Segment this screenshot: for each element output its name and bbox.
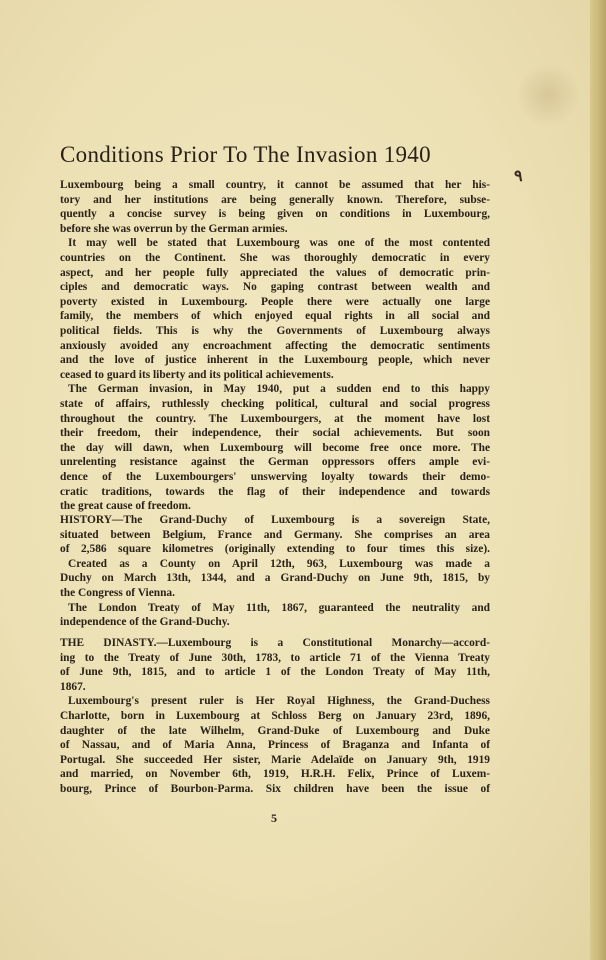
text-line: and married, on November 6th, 1919, H.R.H. Felix, Prince of Luxem- [60, 768, 490, 781]
text-line: of Nassau, and of Maria Anna, Princess of Braganza and Infanta of [60, 739, 490, 752]
text-line: political fields. This is why the Governments of Luxembourg always [60, 324, 490, 337]
paragraph-ruler [60, 694, 490, 796]
text-line: THE DINASTY.—Luxembourg is a Constitutional Monarchy—accord- [60, 637, 490, 649]
paragraph-london-treaty [60, 601, 490, 630]
text-line: state of affairs, ruthlessly checking political, cultural and social progress [60, 397, 490, 410]
text-line: bourg, Prince of Bourbon-Parma. Six children have been the issue of [60, 782, 490, 795]
text-line: ing to the Treaty of June 30th, 1783, to article 71 of the Vienna Treaty [60, 651, 490, 664]
text-line: Duchy on March 13th, 1344, and a Grand-Duchy on June 9th, 1815, by [60, 572, 490, 585]
text-line: family, the members of which enjoyed equal rights in all social and [60, 310, 490, 323]
text-line: the day will dawn, when Luxembourg will become free once more. The [60, 441, 490, 454]
text-line: the Congress of Vienna. [60, 586, 175, 599]
text-line: quently a concise survey is being given on conditions in Luxembourg, [60, 208, 490, 221]
text-line: tory and her institutions are being generally known. Therefore, subse- [60, 193, 490, 206]
paragraph-intro [60, 178, 490, 236]
text-line: independence of the Grand-Duchy. [60, 616, 230, 629]
text-line: their freedom, their independence, their social achievements. But soon [60, 427, 490, 440]
text-line: poverty existed in Luxembourg. People there were actually one large [60, 295, 490, 308]
paragraph-created [60, 557, 490, 601]
paragraph-invasion [60, 382, 490, 513]
text-line: The German invasion, in May 1940, put a sudden end to this happy [68, 383, 490, 396]
text-line: dence of the Luxembourgers' unswerving loyalty towards their demo- [60, 470, 490, 483]
margin-mark: ٩ [514, 168, 523, 185]
text-line: Charlotte, born in Luxembourg at Schloss Berg on January 23rd, 1896, [60, 709, 490, 722]
paragraph-dinasty [60, 636, 490, 694]
text-line: Created as a County on April 12th, 963, Luxembourg was made a [68, 557, 490, 570]
text-line: before she was overrun by the German armies. [60, 222, 288, 235]
text-line: 1867. [60, 680, 86, 693]
text-line: of 2,586 square kilometres (originally extending to four times this size). [60, 543, 490, 556]
paragraph-history [60, 513, 490, 557]
text-line: The London Treaty of May 11th, 1867, guaranteed the neutrality and [68, 601, 490, 614]
text-line: aspect, and her people fully appreciated the values of democratic prin- [60, 266, 490, 279]
text-line: ceased to guard its liberty and its political achievements. [60, 368, 334, 381]
text-line: and the love of justice inherent in the Luxembourg people, which never [60, 354, 490, 367]
text-line: ciples and democratic ways. No gaping contrast between wealth and [60, 281, 490, 294]
text-line: Luxembourg's present ruler is Her Royal Highness, the Grand-Duchess [68, 695, 490, 708]
page-number: 5 [271, 811, 277, 825]
page-edge [590, 0, 606, 960]
text-line: Luxembourg being a small country, it cannot be assumed that her his- [60, 179, 490, 191]
text-line: HISTORY—The Grand-Duchy of Luxembourg is a sovereign State, [60, 514, 490, 526]
text-line: the great cause of freedom. [60, 500, 191, 513]
text-line: cratic traditions, towards the flag of their independence and towards [60, 485, 490, 498]
paper-stain [518, 60, 578, 130]
text-line: situated between Belgium, France and Germany. She comprises an area [60, 528, 490, 541]
text-line: of June 9th, 1815, and to article 1 of the London Treaty of May 11th, [60, 666, 490, 679]
paragraph-contented [60, 236, 490, 382]
page-title: Conditions Prior To The Invasion 1940 [60, 142, 431, 167]
text-line: Portugal. She succeeded Her sister, Marie Adelaïde on January 9th, 1919 [60, 753, 490, 766]
text-line: throughout the country. The Luxembourgers, at the moment have lost [60, 412, 490, 425]
text-line: anxiously avoided any encroachment affecting the democratic sentiments [60, 339, 490, 352]
text-line: countries on the Continent. She was thoroughly democratic in every [60, 251, 490, 264]
text-line: unrelenting resistance against the German oppressors offers ample evi- [60, 456, 490, 469]
text-line: daughter of the late Wilhelm, Grand-Duke of Luxembourg and Duke [60, 724, 490, 737]
text-line: It may well be stated that Luxembourg was one of the most contented [68, 237, 490, 250]
